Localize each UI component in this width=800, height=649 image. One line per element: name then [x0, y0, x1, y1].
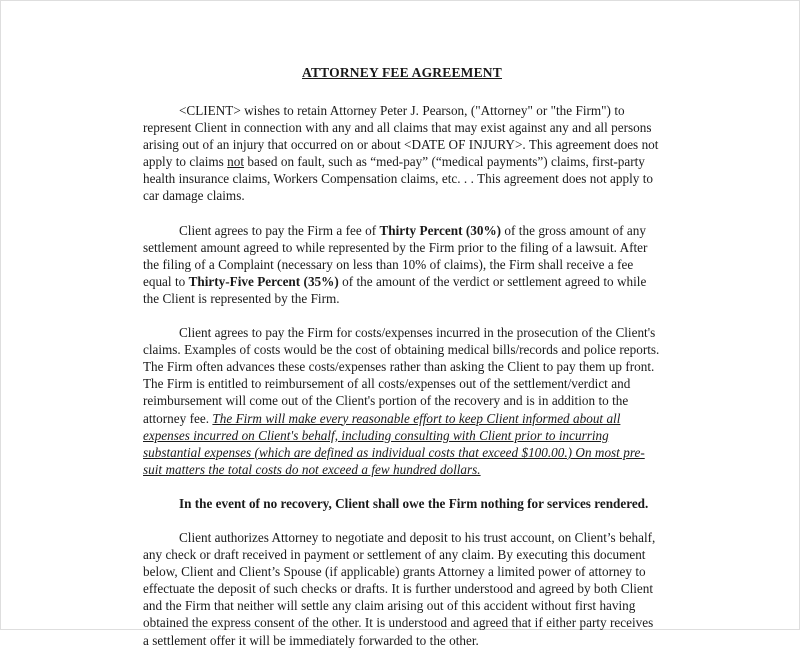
emphasis-not: not: [227, 154, 245, 170]
paragraph-retainer: [143, 102, 661, 205]
page-title: ATTORNEY FEE AGREEMENT: [302, 65, 502, 80]
paragraph-fee-text-c: of the amount of the verdict or settlement agreed to while the Client is represented by the Firm.: [143, 273, 647, 306]
paragraph-fee-text-a: Client agrees to pay the Firm a fee of: [179, 222, 380, 238]
paragraph-retainer-text-b: based on fault, such as “med-pay” (“medical payments”) claims, first-party health insurance claims, Workers Compensation claims, etc. . . This agreement does not apply to car damage claims.: [143, 154, 654, 204]
paragraph-fee-text-b: of the gross amount of any settlement amount agreed to while represented by the Firm prior to the filing of a lawsuit. After the filing of a Complaint (necessary on less than 10% of claims), the Firm shall receive a fee equal to: [143, 222, 648, 289]
paragraph-no-recovery-callout: In the event of no recovery, Client shall owe the Firm nothing for services rendered.: [179, 495, 649, 511]
paragraph-costs-text-a: Client agrees to pay the Firm for costs/expenses incurred in the prosecution of the Client's claims. Examples of costs would be the cost of obtaining medical bills/records and police reports. The Firm often advances these costs/expenses rather than asking the Client to pay them up front. The Firm is entitled to reimbursement of all costs/expenses out of the settlement/verdict and reimbursement will come out of the Client's portion of the recovery and is in addition to the attorney fee.: [143, 325, 660, 426]
fee-thirty-five-percent: Thirty-Five Percent (35%): [188, 273, 339, 289]
paragraph-authorization: Client authorizes Attorney to negotiate and deposit to his trust account, on Client’s behalf, any check or draft received in payment or settlement of any claim. By executing this document below, Client and Client’s Spouse (if applicable) grants Attorney a limited power of attorney to effectuate the deposit of such checks or drafts. It is further understood and agreed by both Client and the Firm that neither will settle any claim arising out of this accident without first having obtained the express consent of the other. It is understood and agreed that if either party receives a settlement offer it will be immediately forwarded to the other.: [143, 529, 656, 648]
paragraph-retainer-text-a: <CLIENT> wishes to retain Attorney Peter J. Pearson, ("Attorney" or "the Firm") to represent Client in connection with any and all claims that may exist against any and all persons arising out of an injury that occurred on or about <DATE OF INJURY>. This agreement does not apply to claims: [143, 103, 659, 170]
paragraph-costs-expenses: [143, 324, 661, 478]
paragraph-fee-percentages: [143, 222, 661, 307]
emphasis-expense-notice: The Firm will make every reasonable effort to keep Client informed about all expenses incurred on Client's behalf, including consulting with Client prior to incurring substantial expenses (which are defined as individual costs that exceed $100.00.) On most pre-suit matters the total costs do not exceed a few hundred dollars.: [143, 410, 645, 477]
fee-thirty-percent: Thirty Percent (30%): [379, 222, 502, 238]
